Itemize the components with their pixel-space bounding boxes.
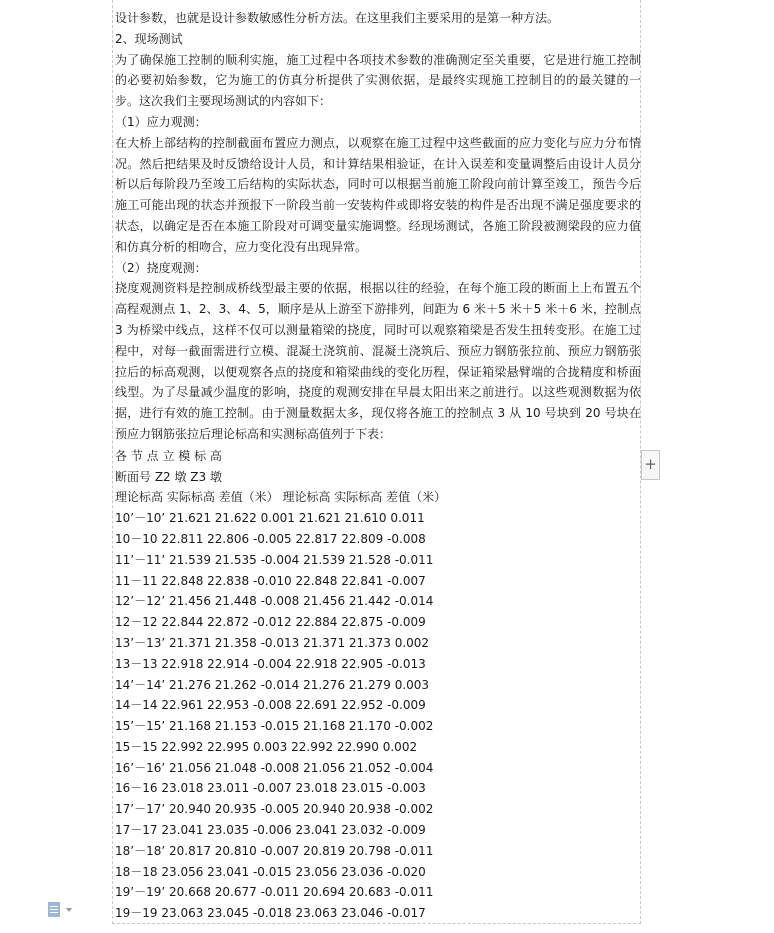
chevron-down-icon bbox=[66, 908, 72, 912]
table-row: 13－13 22.918 22.914 -0.004 22.918 22.905 -0.013 bbox=[115, 656, 426, 671]
document-body[interactable] bbox=[115, 8, 641, 924]
subsection-heading: （1）应力观测： bbox=[115, 114, 207, 129]
table-row: 10’－10’ 21.621 21.622 0.001 21.621 21.610 0.011 bbox=[115, 511, 425, 526]
add-button[interactable] bbox=[641, 450, 660, 480]
table-row: 10－10 22.811 22.806 -0.005 22.817 22.809 -0.008 bbox=[115, 531, 426, 546]
paragraph: 在大桥上部结构的控制截面布置应力测点，以观察在施工过程中这些截面的应力变化与应力分布情况。然后把结果及时反馈给设计人员，和计算结果相验证，在计入误差和变量调整后由设计人员分析以后每阶段乃至竣工后结构的实际状态，同时可以根据当前施工阶段向前计算至竣工，预告今后施工可能出现的状态并预报下一阶段当前一安装构件或即将安装的构件是否出现不满足强度要求的状态，以确定是否在本施工阶段对可调变量实施调整。经现场测试，各施工阶段被测梁段的应力值和仿真分析的相吻合，应力变化没有出现异常。 bbox=[115, 135, 641, 254]
document-icon bbox=[48, 902, 60, 917]
table-row: 11－11 22.848 22.838 -0.010 22.848 22.841 -0.007 bbox=[115, 573, 426, 588]
table-row: 19’－19’ 20.668 20.677 -0.011 20.694 20.683 -0.011 bbox=[115, 885, 434, 900]
table-row: 18’－18’ 20.817 20.810 -0.007 20.819 20.798 -0.011 bbox=[115, 843, 434, 858]
table-title: 各 节 点 立 模 标 高 bbox=[115, 448, 222, 463]
table-row: 17－17 23.041 23.035 -0.006 23.041 23.032 -0.009 bbox=[115, 823, 426, 838]
subsection-heading: （2）挠度观测： bbox=[115, 260, 207, 275]
section-heading: 2、现场测试 bbox=[115, 31, 183, 46]
table-row: 16’－16’ 21.056 21.048 -0.008 21.056 21.052 -0.004 bbox=[115, 760, 434, 775]
paragraph: 为了确保施工控制的顺利实施，施工过程中各项技术参数的准确测定至关重要，它是进行施工控制的必要初始参数，它为施工的仿真分析提供了实测依据，是最终实现施工控制目的的最关键的一步。这次我们主要现场测试的内容如下： bbox=[115, 52, 641, 109]
table-row: 13’－13’ 21.371 21.358 -0.013 21.371 21.373 0.002 bbox=[115, 635, 430, 650]
table-row: 12’－12’ 21.456 21.448 -0.008 21.456 21.442 -0.014 bbox=[115, 594, 434, 609]
document-status-menu[interactable] bbox=[48, 901, 78, 919]
table-row: 11’－11’ 21.539 21.535 -0.004 21.539 21.528 -0.011 bbox=[115, 552, 434, 567]
elevation-table bbox=[115, 446, 641, 924]
paragraph: 挠度观测资料是控制成桥线型最主要的依据，根据以往的经验，在每个施工段的断面上上布置五个高程观测点 1、2、3、4、5，顺序是从上游至下游排列，间距为 6 米＋5 米＋5 米＋6 米，控制点 3 为桥梁中线点，这样不仅可以测量箱梁的挠度，同时可以观察箱梁是否发生扭转变形。在施工过程中，对每一截面需进行立模、混凝土浇筑前、混凝土浇筑后、预应力钢筋张拉前、预应力钢筋张拉后的标高观测，以便观察各点的挠度和箱梁曲线的变化历程，保证箱梁悬臂端的合拢精度和桥面线型。为了尽量减少温度的影响，挠度的观测安排在早晨太阳出来之前进行。以这些观测数据为依据，进行有效的施工控制。由于测量数据太多，现仅将各施工的控制点 3 从 10 号块到 20 号块在预应力钢筋张拉后理论标高和实测标高值列于下表： bbox=[115, 281, 641, 441]
table-row: 19－19 23.063 23.045 -0.018 23.063 23.046 -0.017 bbox=[115, 906, 426, 921]
plus-icon: + bbox=[644, 455, 657, 473]
table-header: 断面号 Z2 墩 Z3 墩 bbox=[115, 469, 222, 484]
table-row: 16－16 23.018 23.011 -0.007 23.018 23.015 -0.003 bbox=[115, 781, 426, 796]
paragraph: 设计参数，也就是设计参数敏感性分析方法。在这里我们主要采用的是第一种方法。 bbox=[115, 11, 560, 25]
table-row: 14－14 22.961 22.953 -0.008 22.691 22.952 -0.009 bbox=[115, 698, 426, 713]
table-row: 18－18 23.056 23.041 -0.015 23.056 23.036 -0.020 bbox=[115, 864, 426, 879]
table-row: 15－15 22.992 22.995 0.003 22.992 22.990 0.002 bbox=[115, 739, 418, 754]
table-row: 14’－14’ 21.276 21.262 -0.014 21.276 21.279 0.003 bbox=[115, 677, 430, 692]
table-row: 15’－15’ 21.168 21.153 -0.015 21.168 21.170 -0.002 bbox=[115, 719, 434, 734]
table-row: 17’－17’ 20.940 20.935 -0.005 20.940 20.938 -0.002 bbox=[115, 802, 434, 817]
table-header: 理论标高 实际标高 差值（米） 理论标高 实际标高 差值（米） bbox=[115, 490, 447, 505]
table-row: 12－12 22.844 22.872 -0.012 22.884 22.875 -0.009 bbox=[115, 615, 426, 630]
